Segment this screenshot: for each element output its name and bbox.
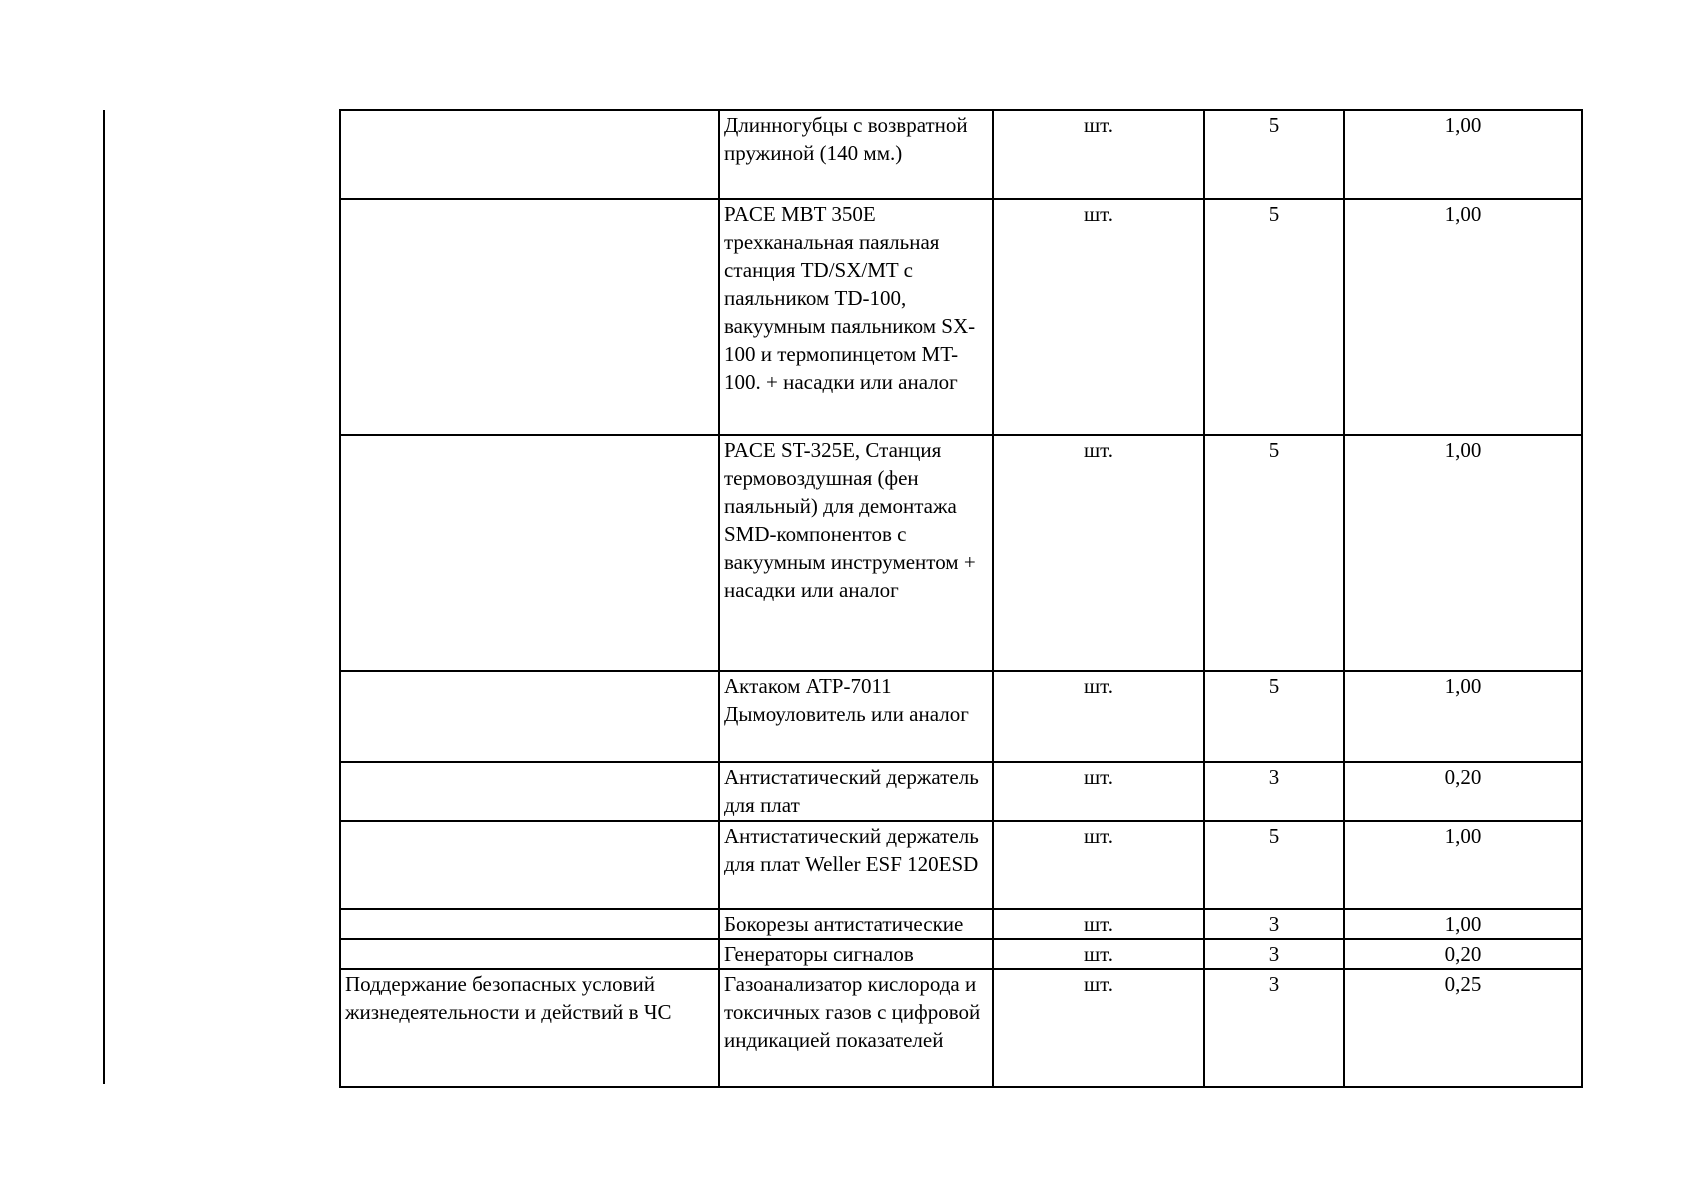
unit-cell: шт. [993, 671, 1204, 762]
item-name-cell: Антистатический держатель для плат [719, 762, 993, 821]
area-cell [340, 909, 719, 939]
unit-cell: шт. [993, 110, 1204, 199]
table-row [340, 199, 1582, 435]
area-cell [340, 762, 719, 821]
item-name-cell: Длинногубцы с возвратной пружиной (140 мм.) [719, 110, 993, 199]
table-row [340, 762, 1582, 821]
item-name-cell: Бокорезы антистатические [719, 909, 993, 939]
norm-cell: 1,00 [1344, 671, 1582, 762]
table-row [340, 671, 1582, 762]
area-cell [340, 435, 719, 671]
area-cell [340, 939, 719, 969]
unit-cell: шт. [993, 435, 1204, 671]
quantity-cell: 5 [1204, 435, 1344, 671]
area-cell [340, 821, 719, 909]
table-row [340, 110, 1582, 199]
unit-cell: шт. [993, 939, 1204, 969]
unit-cell: шт. [993, 821, 1204, 909]
table-row [340, 909, 1582, 939]
quantity-cell: 5 [1204, 110, 1344, 199]
item-name-cell: Антистатический держатель для плат Weller ESF 120ESD [719, 821, 993, 909]
norm-cell: 0,20 [1344, 762, 1582, 821]
table-row [340, 939, 1582, 969]
page-margin-line [103, 110, 105, 1084]
quantity-cell: 5 [1204, 821, 1344, 909]
item-name-cell: Генераторы сигналов [719, 939, 993, 969]
norm-cell: 1,00 [1344, 909, 1582, 939]
quantity-cell: 3 [1204, 909, 1344, 939]
area-cell [340, 671, 719, 762]
area-cell [340, 110, 719, 199]
item-name-cell: PACE ST-325E, Станция термовоздушная (фен паяльный) для демонтажа SMD-компонентов с вакуумным инструментом + насадки или аналог [719, 435, 993, 671]
quantity-cell: 3 [1204, 969, 1344, 1087]
table-row [340, 969, 1582, 1087]
quantity-cell: 3 [1204, 939, 1344, 969]
quantity-cell: 5 [1204, 199, 1344, 435]
unit-cell: шт. [993, 969, 1204, 1087]
quantity-cell: 5 [1204, 671, 1344, 762]
unit-cell: шт. [993, 909, 1204, 939]
area-cell [340, 199, 719, 435]
norm-cell: 1,00 [1344, 110, 1582, 199]
equipment-table [339, 109, 1583, 1088]
quantity-cell: 3 [1204, 762, 1344, 821]
unit-cell: шт. [993, 199, 1204, 435]
norm-cell: 0,20 [1344, 939, 1582, 969]
norm-cell: 1,00 [1344, 199, 1582, 435]
table-row [340, 435, 1582, 671]
norm-cell: 1,00 [1344, 821, 1582, 909]
norm-cell: 1,00 [1344, 435, 1582, 671]
unit-cell: шт. [993, 762, 1204, 821]
item-name-cell: Газоанализатор кислорода и токсичных газов с цифровой индикацией показателей [719, 969, 993, 1087]
table-row [340, 821, 1582, 909]
area-cell: Поддержание безопасных условий жизнедеятельности и действий в ЧС [340, 969, 719, 1087]
item-name-cell: PACE MBT 350E трехканальная паяльная станция TD/SX/MT с паяльником TD-100, вакуумным паяльником SX-100 и термопинцетом MT-100. + насадки или аналог [719, 199, 993, 435]
norm-cell: 0,25 [1344, 969, 1582, 1087]
item-name-cell: Актаком АТР-7011 Дымоуловитель или аналог [719, 671, 993, 762]
